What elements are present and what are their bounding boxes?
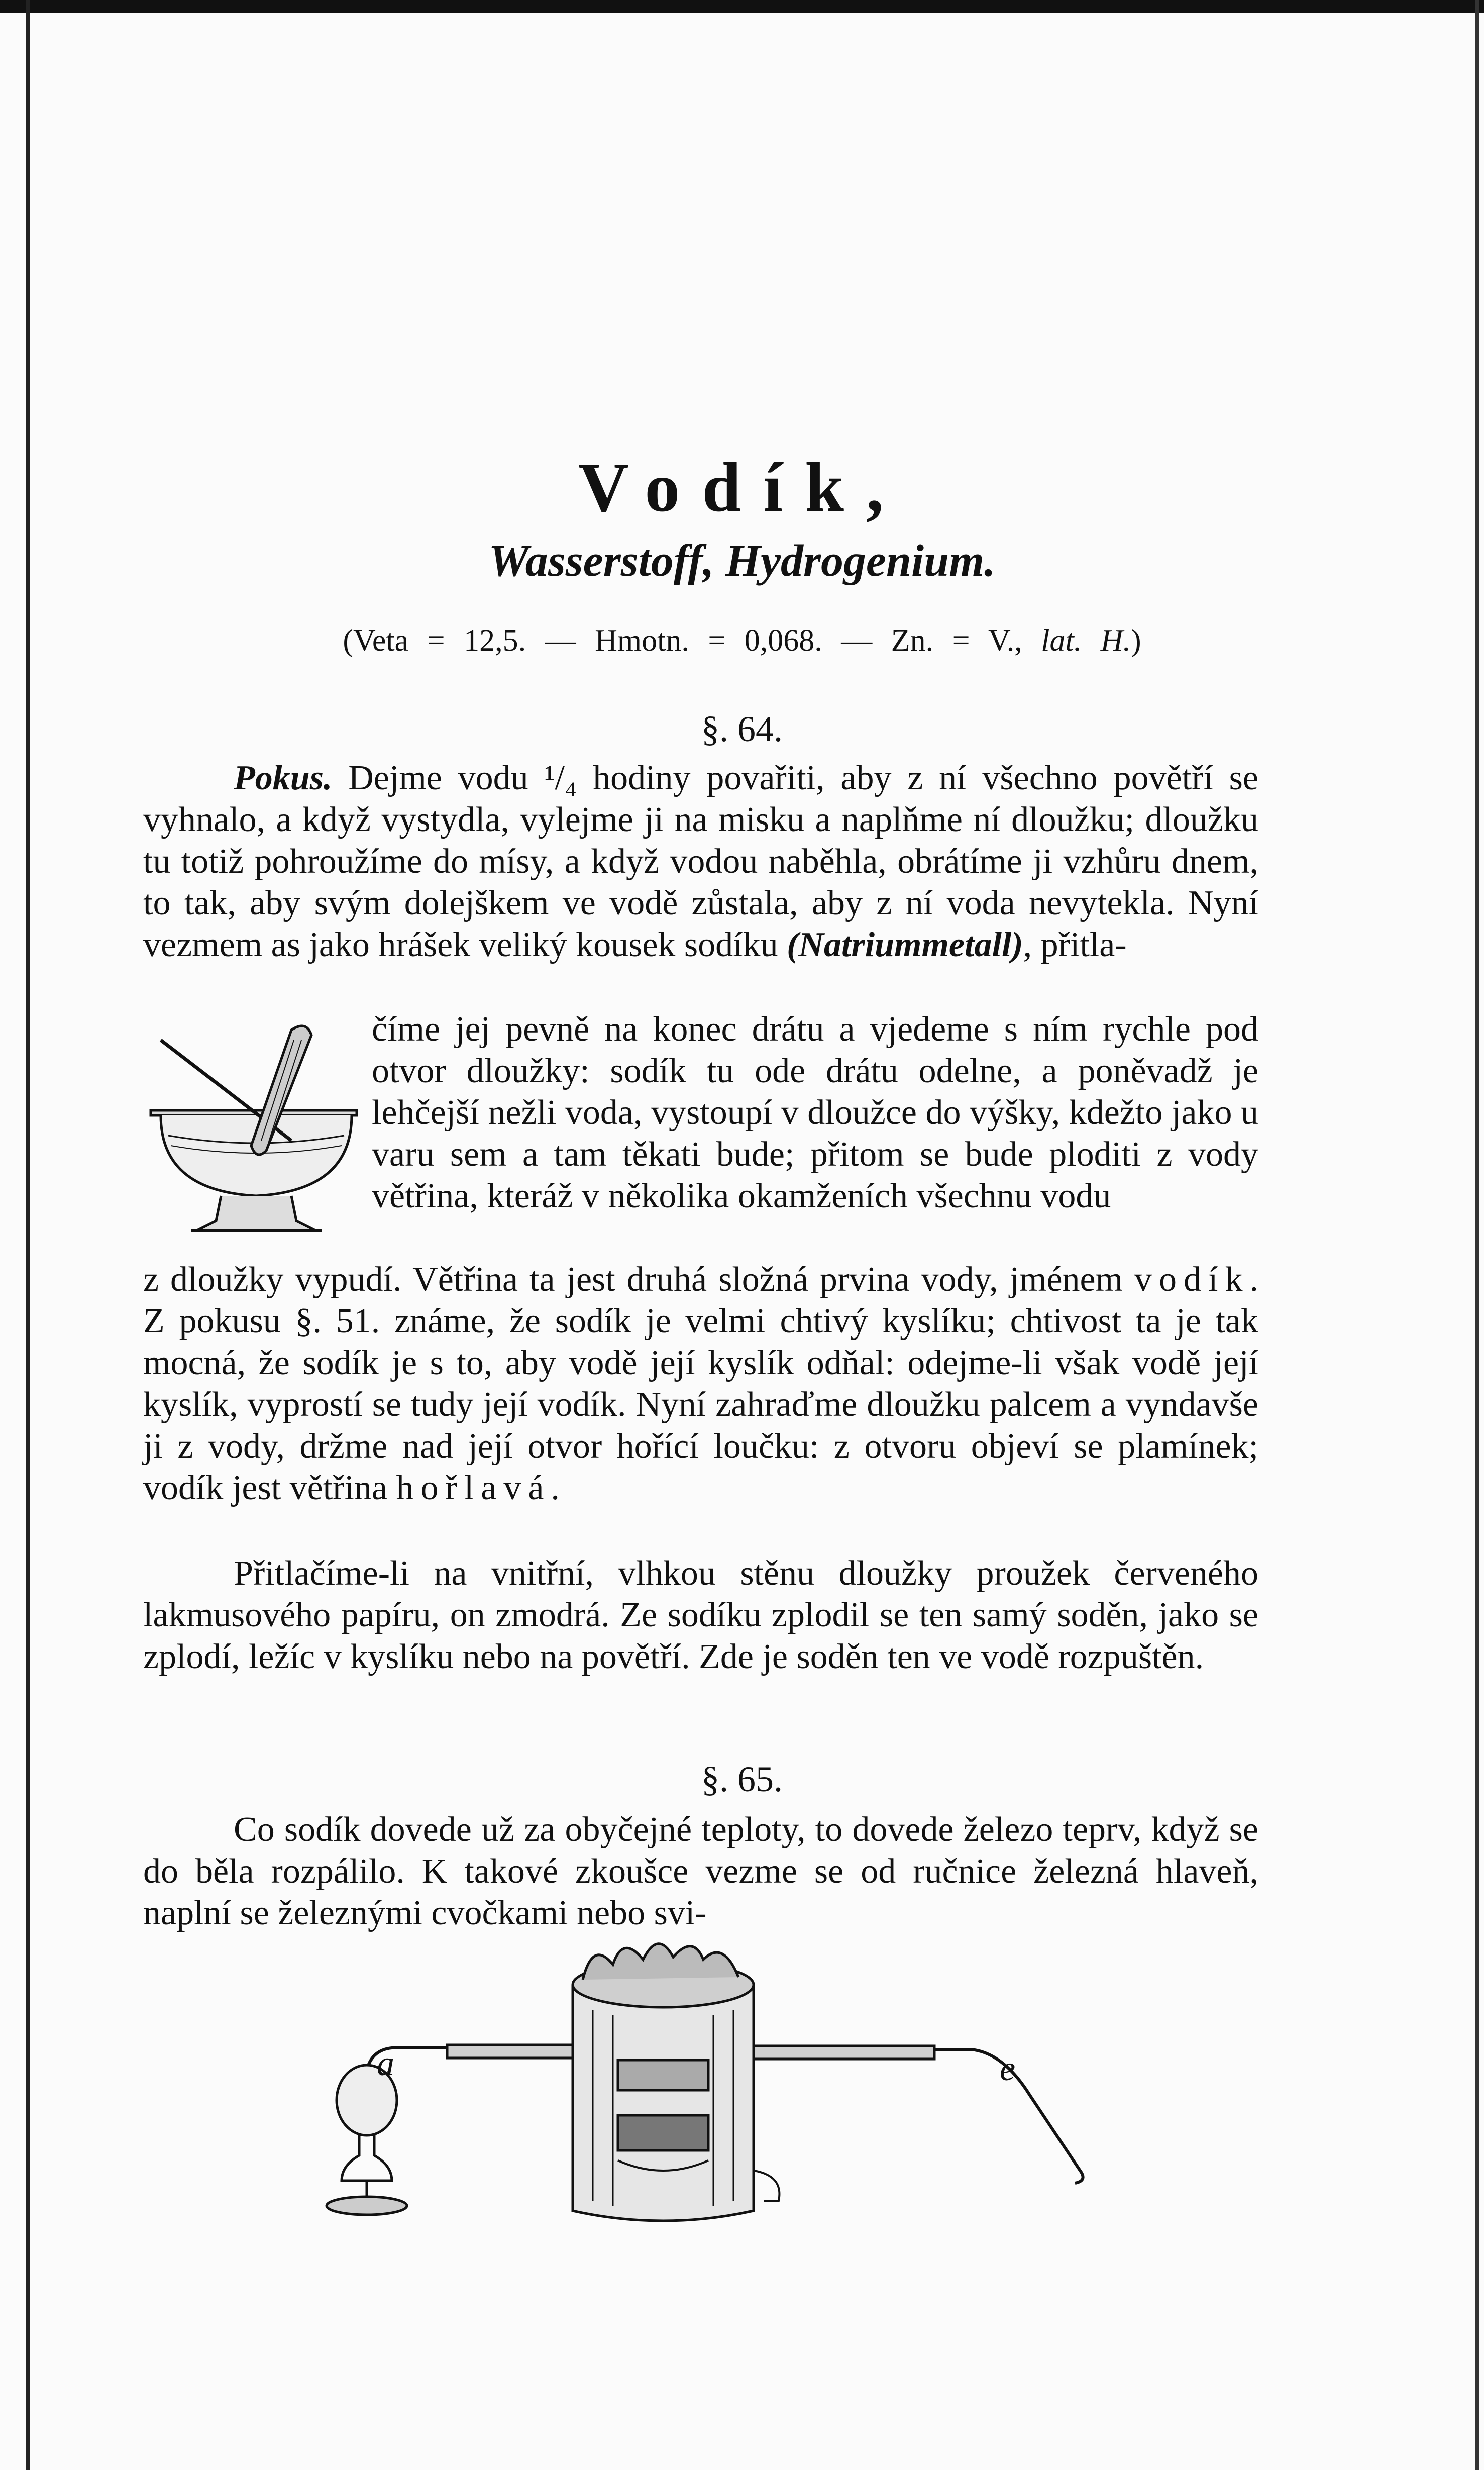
p2-text-b: . Z pokusu §. 51. známe, že sodík je velmi chtivý kyslíku; chtivost ta je tak mocná, že sodík je s to, aby vodě její kyslík odňal: odejme-li však vodě její kyslík, vyprostí se tudy její vodík. Nyní zahraďme dloužku palcem a vyndavše ji z vody, držme nad její otvor hořící loučku: z otvoru objeví se plamínek; vodík jest větřina xyxy=(143,1260,1258,1507)
section-64-paragraph-3: Přitlačíme-li na vnitřní, vlhkou stěnu dloužky proužek červeného lakmusového papíru, on zmodrá. Ze sodíku zplodil se ten samý soděn, jako se zplodí, ležíc v kyslíku nebo na povětří. Zde je soděn ten ve vodě rozpuštěn. xyxy=(143,1554,1258,1676)
experiment-label: Pokus. xyxy=(234,759,333,797)
bowl-with-tube-figure xyxy=(141,1010,382,1246)
page-title: Vodík, xyxy=(578,449,906,527)
top-edge-rule xyxy=(0,0,1484,13)
section-64-paragraph-1 xyxy=(143,757,1258,966)
section-64-wrapped-text: číme jej pevně na konec drátu a vjedeme s ním rychle pod otvor dloužky: sodík tu ode drátu odelne, a poněvadž je lehčejší nežli voda, vystoupí v dloužce do výšky, kdežto jako u varu sem a tam těkati bude; přitom se bude ploditi z vody větřina, kteráž v několika okamženích všechnu vodu xyxy=(372,1010,1258,1215)
right-edge-rule xyxy=(1475,0,1479,2470)
p1-text-italic: (Natriummetall) xyxy=(787,925,1023,964)
formula-close: ) xyxy=(1131,624,1141,658)
figure-label-e: e xyxy=(1000,2049,1016,2088)
page-subtitle: Wasserstoff, Hydrogenium. xyxy=(488,536,996,586)
furnace-apparatus-figure xyxy=(311,1929,1105,2241)
left-edge-rule xyxy=(26,0,30,2470)
formula-main: (Veta = 12,5. — Hmotn. = 0,068. — Zn. = V., xyxy=(343,624,1041,658)
element-formula xyxy=(0,623,1484,659)
figure-label-a: a xyxy=(377,2044,394,2083)
p2-text-a: z dloužky vypudí. Větřina ta jest druhá složná prvina vody, jménem xyxy=(143,1260,1135,1299)
p1-text-b: , přitla- xyxy=(1023,925,1127,964)
p2-spaced-flammable: hořlavá xyxy=(396,1469,551,1507)
p2-spaced-hydrogen: vodík xyxy=(1134,1260,1250,1299)
section-65-paragraph-1: Co sodík dovede už za obyčejné teploty, to dovede železo teprv, když se do běla rozpálilo. K takové zkoušce vezme se od ručnice železná hlaveň, naplní se železnými cvočkami nebo svi- xyxy=(143,1810,1258,1932)
section-65-number: §. 65. xyxy=(701,1759,783,1799)
section-64-number: §. 64. xyxy=(701,709,783,749)
formula-latin: lat. H. xyxy=(1041,624,1131,658)
p2-text-c: . xyxy=(551,1469,560,1507)
p1-text-a: Dejme vodu ¹/₄ hodiny povařiti, aby z ní všechno povětří se vyhnalo, a když vystydla, vylejme ji na misku a naplňme ní dloužku; dloužku tu totiž pohroužíme do mísy, a když vodou naběhla, obrátíme ji vzhůru dnem, to tak, aby svým dolejškem ve vodě zůstala, aby z ní voda nevytekla. Nyní vezmem as jako hrášek veliký kousek sodíku xyxy=(143,759,1258,964)
section-64-paragraph-2 xyxy=(143,1259,1258,1509)
